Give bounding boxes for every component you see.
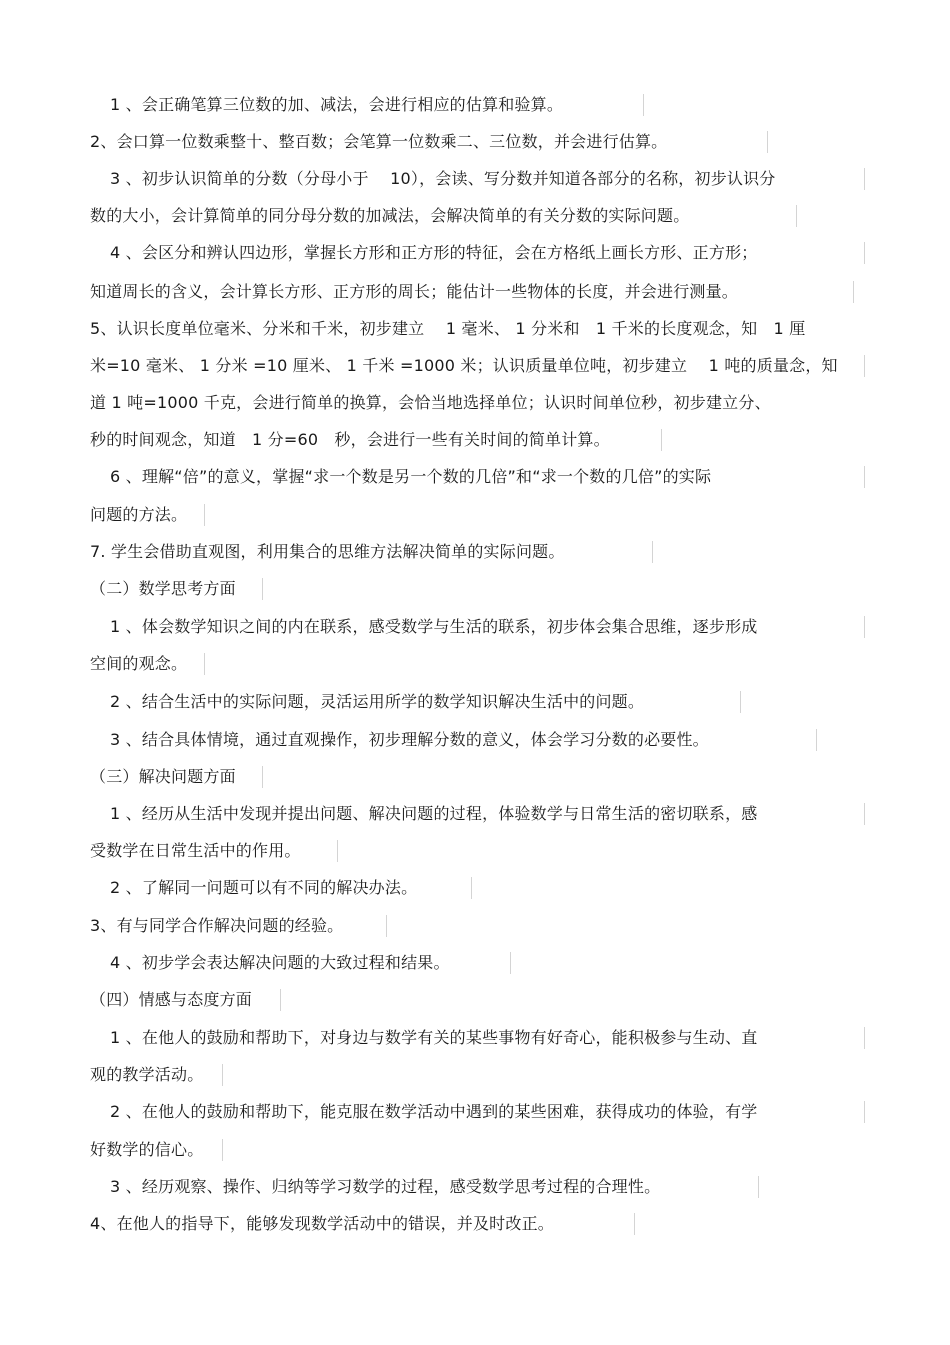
text-line: 2 、了解同一问题可以有不同的解决办法。 [110,878,418,897]
text-line: 秒的时间观念，知道 1 分=60 秒，会进行一些有关时间的简单计算。 [90,430,610,449]
line-end-marker [767,131,768,153]
text-line: 1 、体会数学知识之间的内在联系，感受数学与生活的联系，初步体会集合思维，逐步形成 [110,617,758,636]
text-line: 问题的方法。 [90,505,188,524]
text-line: 道 1 吨=1000 千克，会进行简单的换算，会恰当地选择单位；认识时间单位秒，初步建立分、 [90,393,771,412]
section-heading: （四）情感与态度方面 [90,990,253,1009]
line-end-marker [634,1213,635,1235]
text-line: 3 、初步认识简单的分数（分母小于 10），会读、写分数并知道各部分的名称，初步认识分 [110,169,776,188]
line-end-marker [864,466,865,488]
line-end-marker [337,840,338,862]
line-end-marker [864,803,865,825]
line-end-marker [204,653,205,675]
text-line: 6 、理解“倍”的意义，掌握“求一个数是另一个数的几倍”和“求一个数的几倍”的实际 [110,467,712,486]
text-line: 米=10 毫米、 1 分米 =10 厘米、 1 千米 =1000 米；认识质量单位吨，初步建立 1 吨的质量念，知 [90,356,838,375]
line-end-marker [386,915,387,937]
text-line: 3、有与同学合作解决问题的经验。 [90,916,344,935]
text-line: 知道周长的含义，会计算长方形、正方形的周长；能估计一些物体的长度，并会进行测量。 [90,282,739,301]
text-line: 1 、经历从生活中发现并提出问题、解决问题的过程，体验数学与日常生活的密切联系，感 [110,804,758,823]
text-line: 空间的观念。 [90,654,188,673]
line-end-marker [280,989,281,1011]
line-end-marker [222,1064,223,1086]
line-end-marker [222,1139,223,1161]
line-end-marker [864,1027,865,1049]
line-end-marker [864,355,865,377]
text-line: 1 、会正确笔算三位数的加、减法，会进行相应的估算和验算。 [110,95,564,114]
line-end-marker [758,1176,759,1198]
text-line: 好数学的信心。 [90,1140,204,1159]
text-line: 5、认识长度单位毫米、分米和千米，初步建立 1 毫米、 1 分米和 1 千米的长度观念，知 1 厘 [90,319,806,338]
line-end-marker [796,205,797,227]
text-line: 3 、结合具体情境，通过直观操作，初步理解分数的意义，体会学习分数的必要性。 [110,730,709,749]
line-end-marker [864,616,865,638]
section-heading: （三）解决问题方面 [90,767,236,786]
line-end-marker [471,877,472,899]
text-line: 7. 学生会借助直观图，利用集合的思维方法解决简单的实际问题。 [90,542,565,561]
line-end-marker [740,691,741,713]
text-line: 4 、会区分和辨认四边形，掌握长方形和正方形的特征，会在方格纸上画长方形、正方形； [110,243,758,262]
line-end-marker [643,94,644,116]
text-line: 2 、结合生活中的实际问题，灵活运用所学的数学知识解决生活中的问题。 [110,692,645,711]
line-end-marker [262,578,263,600]
line-end-marker [864,242,865,264]
text-line: 4 、初步学会表达解决问题的大致过程和结果。 [110,953,450,972]
line-end-marker [262,766,263,788]
text-line: 3 、经历观察、操作、归纳等学习数学的过程，感受数学思考过程的合理性。 [110,1177,661,1196]
text-line: 2、会口算一位数乘整十、整百数；会笔算一位数乘二、三位数，并会进行估算。 [90,132,668,151]
text-line: 4、在他人的指导下，能够发现数学活动中的错误，并及时改正。 [90,1214,554,1233]
line-end-marker [661,429,662,451]
line-end-marker [816,729,817,751]
text-line: 受数学在日常生活中的作用。 [90,841,301,860]
text-line: 观的教学活动。 [90,1065,204,1084]
text-line: 2 、在他人的鼓励和帮助下，能克服在数学活动中遇到的某些困难，获得成功的体验，有学 [110,1102,758,1121]
text-line: 数的大小，会计算简单的同分母分数的加减法，会解决简单的有关分数的实际问题。 [90,206,690,225]
line-end-marker [510,952,511,974]
line-end-marker [652,541,653,563]
section-heading: （二）数学思考方面 [90,579,236,598]
line-end-marker [204,504,205,526]
line-end-marker [864,168,865,190]
line-end-marker [864,1101,865,1123]
text-line: 1 、在他人的鼓励和帮助下，对身边与数学有关的某些事物有好奇心，能积极参与生动、直 [110,1028,758,1047]
line-end-marker [853,281,854,303]
